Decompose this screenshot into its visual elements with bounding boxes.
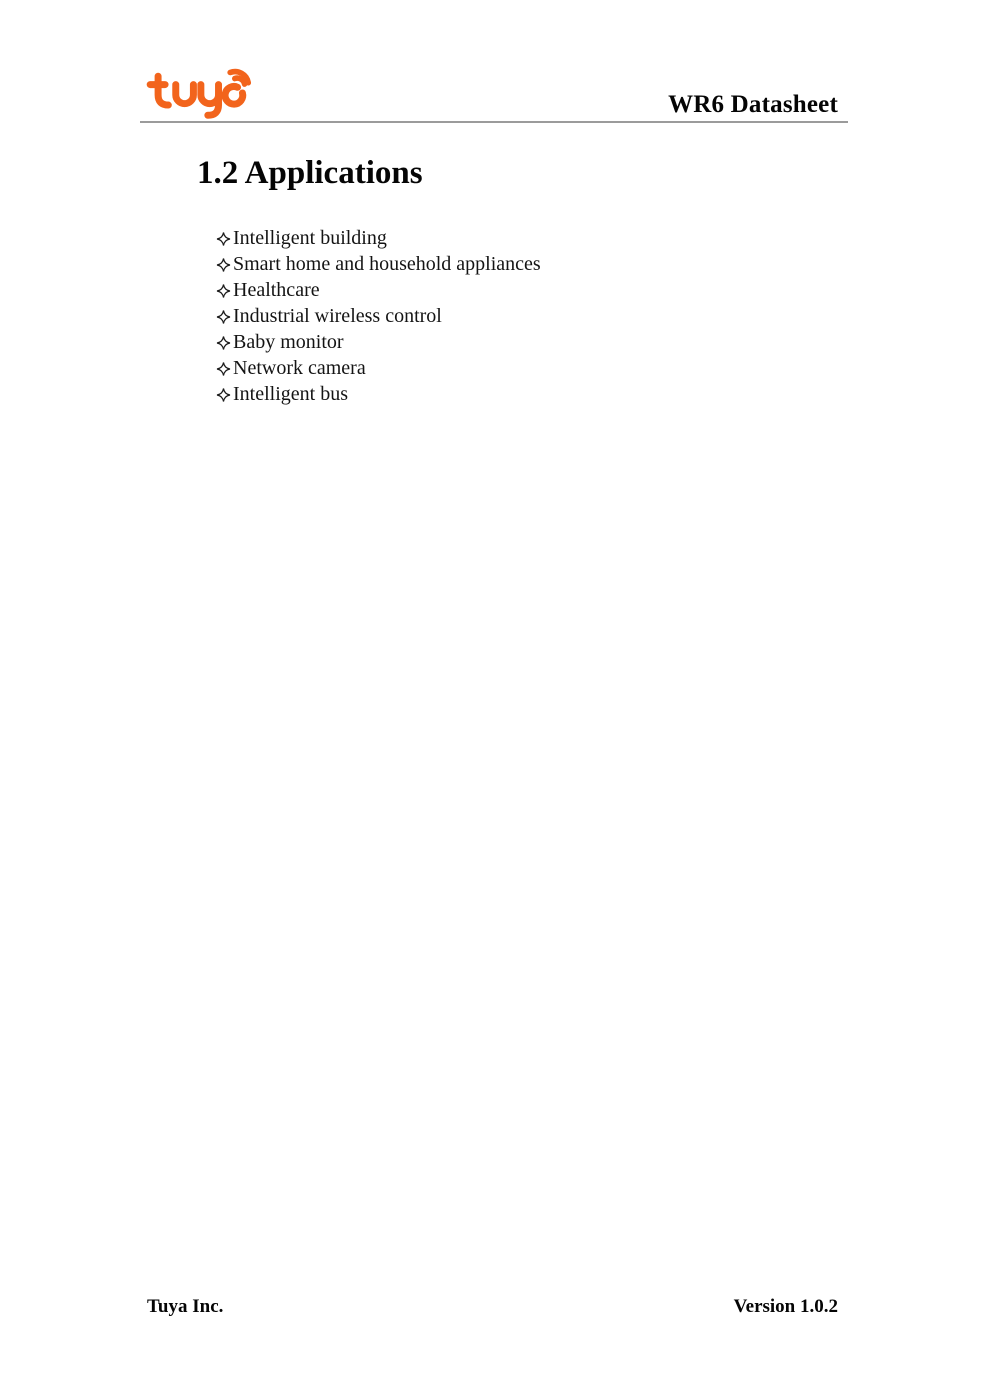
header-divider [140,121,848,123]
list-item [216,277,541,303]
diamond-bullet-icon [216,257,231,272]
list-item [216,303,541,329]
list-item-label: Smart home and household appliances [233,252,541,275]
list-item [216,355,541,381]
list-item-label: Industrial wireless control [233,304,442,327]
diamond-bullet-icon [216,309,231,324]
diamond-bullet-icon [216,387,231,402]
list-item-label: Network camera [233,356,366,379]
diamond-bullet-icon [216,283,231,298]
tuya-logo [146,66,252,120]
diamond-bullet-icon [216,335,231,350]
list-item-label: Intelligent bus [233,382,348,405]
section-heading: 1.2 Applications [197,155,423,191]
document-title: WR6 Datasheet [668,91,838,118]
list-item [216,225,541,251]
list-item-label: Healthcare [233,278,320,301]
tuya-logo-icon [146,66,252,120]
list-item-label: Intelligent building [233,226,387,249]
applications-list [216,225,541,407]
diamond-bullet-icon [216,231,231,246]
list-item [216,251,541,277]
diamond-bullet-icon [216,361,231,376]
list-item [216,381,541,407]
list-item-label: Baby monitor [233,330,344,353]
page-footer [147,1296,838,1319]
list-item [216,329,541,355]
footer-company: Tuya Inc. [147,1296,224,1317]
footer-version: Version 1.0.2 [733,1296,838,1317]
